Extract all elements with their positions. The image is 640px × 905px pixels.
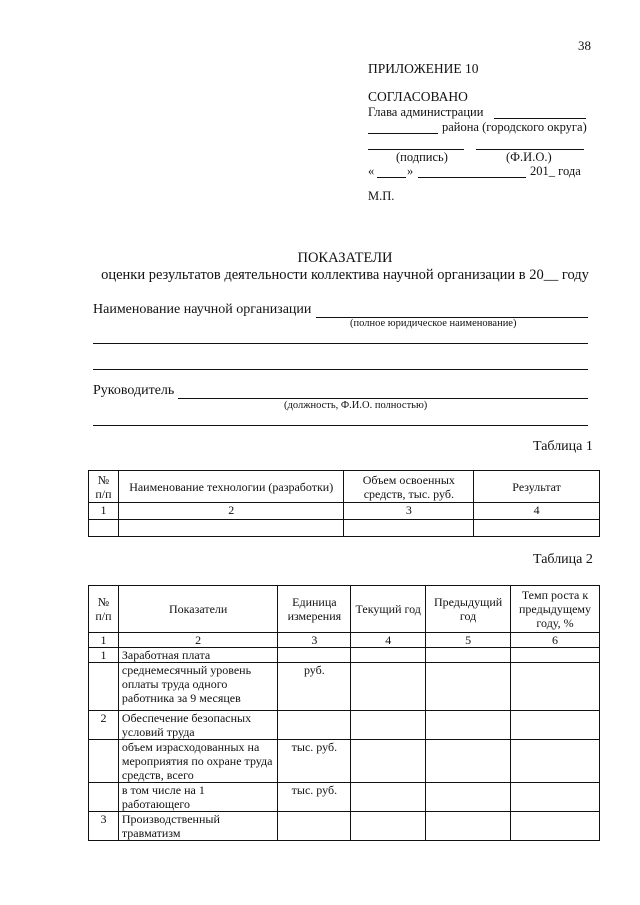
row-num [89, 663, 119, 711]
row-indicator: Производственный травматизм [118, 812, 278, 841]
row-unit: тыс. руб. [278, 740, 351, 783]
year-label: 201_ года [530, 164, 581, 178]
table-row [89, 711, 600, 740]
seal-label: М.П. [368, 189, 395, 203]
table1-caption: Таблица 1 [533, 439, 593, 454]
row-unit [278, 812, 351, 841]
head-label: Руководитель [93, 383, 175, 398]
table1-header-result: Результат [474, 471, 600, 503]
date-close-quote: » [407, 164, 414, 178]
district-label: района (городского округа) [442, 120, 587, 134]
table1-header-num: № п/п [89, 471, 119, 503]
table2-header-unit: Единица измерения [278, 586, 351, 633]
row-value-cell [351, 663, 426, 711]
table2-colnum-5: 5 [426, 633, 511, 648]
row-num [89, 783, 119, 812]
row-indicator: Обеспечение безопасных условий труда [118, 711, 278, 740]
org-name-blank-2 [93, 343, 588, 344]
row-indicator: среднемесячный уровень оплаты труда одного работника за 9 месяцев [118, 663, 278, 711]
indicators-table [88, 585, 600, 841]
head-hint: (должность, Ф.И.О. полностью) [284, 400, 428, 411]
head-admin-blank [494, 118, 586, 119]
row-unit: руб. [278, 663, 351, 711]
signature-label: (подпись) [396, 150, 448, 164]
row-value-cell [351, 711, 426, 740]
table1-empty-cell [344, 520, 474, 537]
district-blank [368, 133, 438, 134]
table-row [89, 783, 600, 812]
row-value-cell [351, 812, 426, 841]
row-num: 3 [89, 812, 119, 841]
table2-colnum-2: 2 [118, 633, 278, 648]
org-name-label: Наименование научной организации [93, 302, 312, 317]
agreed-label: СОГЛАСОВАНО [368, 89, 468, 104]
row-num: 2 [89, 711, 119, 740]
row-unit [278, 648, 351, 663]
row-value-cell [426, 648, 511, 663]
table2-colnum-3: 3 [278, 633, 351, 648]
row-num: 1 [89, 648, 119, 663]
row-indicator: объем израсходованных на мероприятия по охране труда средств, всего [118, 740, 278, 783]
table2-header-growth-rate: Темп роста к предыдущему году, % [511, 586, 600, 633]
doc-title: ПОКАЗАТЕЛИ [297, 250, 393, 266]
row-unit [278, 711, 351, 740]
table2-colnum-6: 6 [511, 633, 600, 648]
row-value-cell [426, 711, 511, 740]
org-name-blank-3 [93, 369, 588, 370]
row-value-cell [511, 648, 600, 663]
table1-colnum-2: 2 [118, 503, 344, 520]
row-num [89, 740, 119, 783]
row-value-cell [511, 812, 600, 841]
table2-header-num: № п/п [89, 586, 119, 633]
table1-header-technology: Наименование технологии (разработки) [118, 471, 344, 503]
table1-colnum-3: 3 [344, 503, 474, 520]
doc-subtitle: оценки результатов деятельности коллектива научной организации в 20__ году [101, 267, 589, 283]
table-row [89, 663, 600, 711]
table2-colnum-4: 4 [351, 633, 426, 648]
table1-empty-cell [89, 520, 119, 537]
row-value-cell [426, 812, 511, 841]
row-indicator: Заработная плата [118, 648, 278, 663]
table1-header-funds: Объем освоенных средств, тыс. руб. [344, 471, 474, 503]
day-blank [377, 177, 406, 178]
row-value-cell [351, 740, 426, 783]
row-value-cell [511, 711, 600, 740]
table2-header-current-year: Текущий год [351, 586, 426, 633]
table2-header-previous-year: Предыдущий год [426, 586, 511, 633]
table-row [89, 740, 600, 783]
table2-colnum-1: 1 [89, 633, 119, 648]
row-indicator: в том числе на 1 работающего [118, 783, 278, 812]
table2-header-indicators: Показатели [118, 586, 278, 633]
row-value-cell [426, 783, 511, 812]
appendix-label: ПРИЛОЖЕНИЕ 10 [368, 61, 479, 76]
org-name-hint: (полное юридическое наименование) [350, 318, 517, 329]
technologies-table [88, 470, 600, 537]
head-admin-label: Глава администрации [368, 105, 484, 119]
table1-colnum-1: 1 [89, 503, 119, 520]
row-value-cell [426, 740, 511, 783]
month-blank [418, 177, 526, 178]
head-blank [178, 398, 588, 399]
row-unit: тыс. руб. [278, 783, 351, 812]
table2-caption: Таблица 2 [533, 552, 593, 567]
row-value-cell [351, 783, 426, 812]
table1-empty-cell [118, 520, 344, 537]
page-number: 38 [578, 38, 591, 53]
table1-empty-cell [474, 520, 600, 537]
head-blank-2 [93, 425, 588, 426]
row-value-cell [511, 740, 600, 783]
row-value-cell [351, 648, 426, 663]
row-value-cell [511, 663, 600, 711]
table1-colnum-4: 4 [474, 503, 600, 520]
row-value-cell [511, 783, 600, 812]
table-row [89, 648, 600, 663]
row-value-cell [426, 663, 511, 711]
table-row [89, 812, 600, 841]
name-label: (Ф.И.О.) [506, 150, 552, 164]
date-open-quote: « [368, 164, 375, 178]
